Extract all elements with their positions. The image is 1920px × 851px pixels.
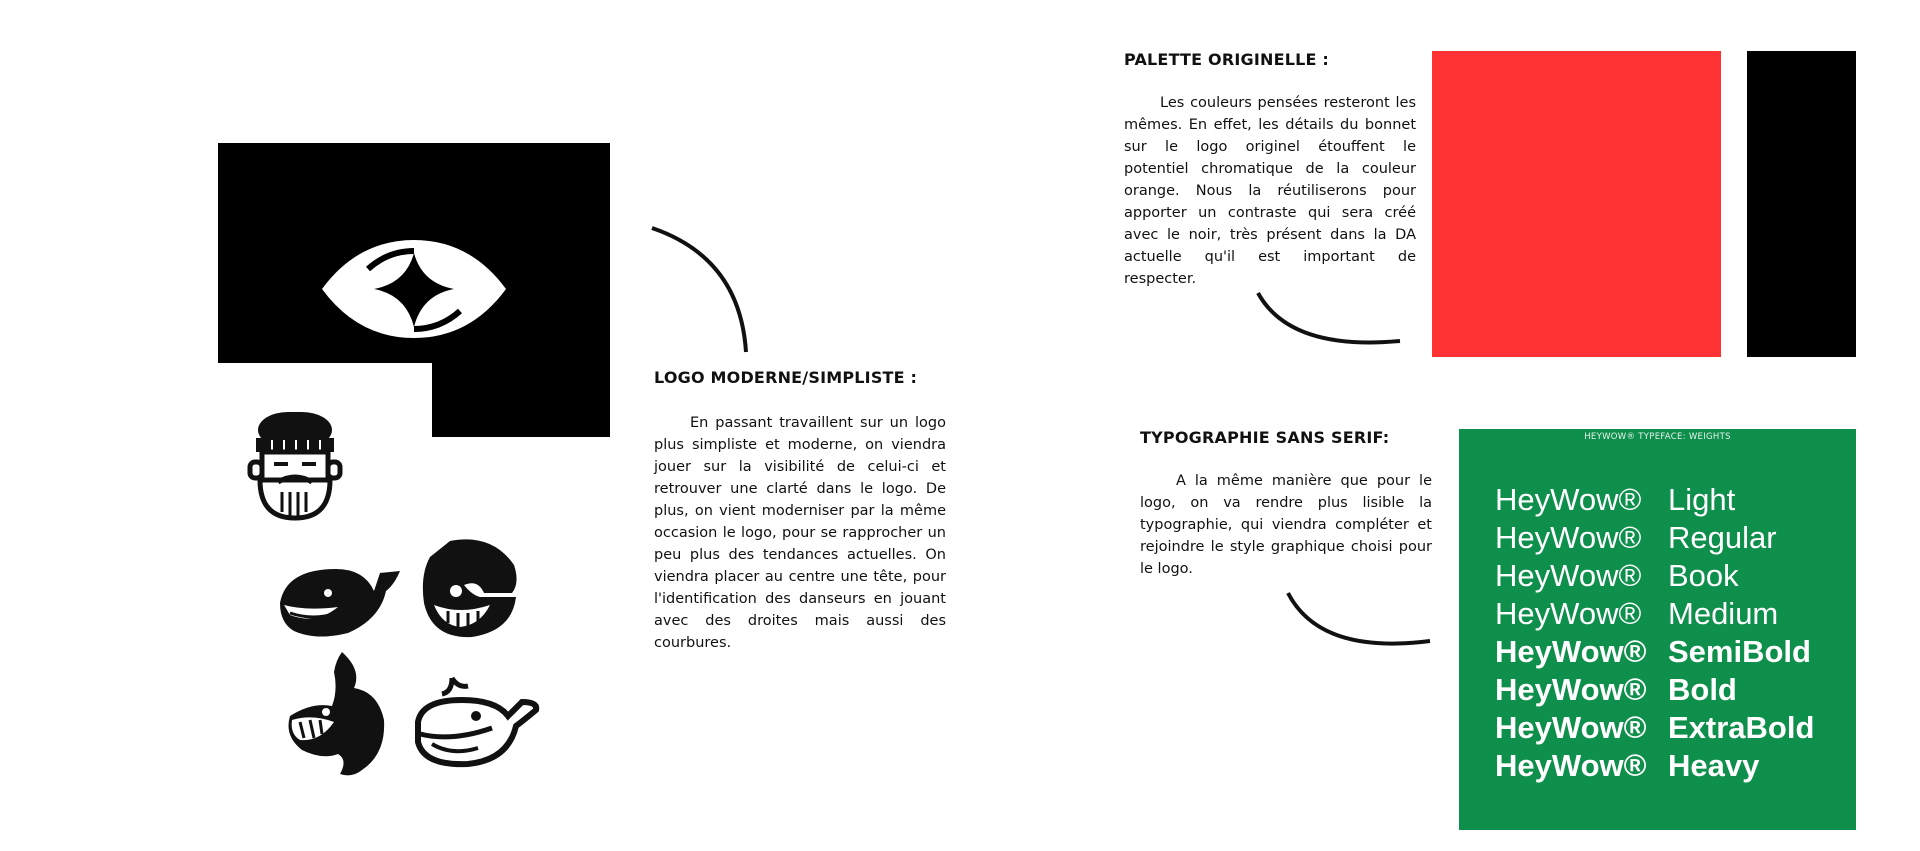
weight-brand: HeyWow® xyxy=(1495,482,1642,517)
curve-line-typo xyxy=(1280,585,1440,665)
whale-jumping-icon xyxy=(282,650,392,778)
whale-spout-icon xyxy=(412,672,540,772)
weight-name: SemiBold xyxy=(1668,634,1811,669)
swatch-red xyxy=(1432,51,1721,357)
weight-brand: HeyWow® xyxy=(1495,710,1647,745)
logo-heading: LOGO MODERNE/SIMPLISTE : xyxy=(654,368,918,387)
typography-body: A la même manière que pour le logo, on va rendre plus lisible la typographie, qui viendra compléter et rejoindre le style graphique choisi pour le logo. xyxy=(1140,473,1432,577)
weight-name: Bold xyxy=(1668,672,1737,707)
curve-line-logo xyxy=(640,220,760,360)
weight-name: Light xyxy=(1668,482,1736,517)
eye-logo-icon xyxy=(218,143,610,437)
whale-striped-icon xyxy=(276,563,402,641)
weight-brand: HeyWow® xyxy=(1495,596,1642,631)
curve-line-palette xyxy=(1250,285,1410,365)
weight-brand: HeyWow® xyxy=(1495,558,1642,593)
bearded-sailor-icon xyxy=(246,410,346,522)
weight-name: Regular xyxy=(1668,520,1777,555)
typeface-caption: HEYWOW® TYPEFACE: WEIGHTS xyxy=(1584,432,1731,442)
logo-body: En passant travaillent sur un logo plus simpliste et moderne, on viendra jouer sur la visibilité de celui-ci et retrouver une clarté dans le logo. De plus, on vient moderniser par la même occasion le logo, pour se rapprocher un peu plus des tendances actuelles. On viendra placer au centre une tête, pour l'identification des danseurs en jouant avec des droites mais aussi des courbures. xyxy=(654,415,946,651)
weight-brand: HeyWow® xyxy=(1495,748,1647,783)
typeface-card xyxy=(1459,429,1856,830)
weight-name: Medium xyxy=(1668,596,1779,631)
palette-body: Les couleurs pensées resteront les mêmes. En effet, les détails du bonnet sur le logo originel étouffent le potentiel chromatique de la couleur orange. Nous la réutiliserons pour apporter un contraste qui sera créé avec le noir, très présent dans la DA actuelle qu'il est important de respecter. xyxy=(1124,95,1416,287)
weight-name: Book xyxy=(1668,558,1739,593)
swatch-black xyxy=(1747,51,1856,357)
whale-round-icon xyxy=(420,535,520,639)
palette-heading: PALETTE ORIGINELLE : xyxy=(1124,50,1330,69)
weight-name: ExtraBold xyxy=(1668,710,1815,745)
typography-heading: TYPOGRAPHIE SANS SERIF: xyxy=(1140,428,1390,447)
weight-brand: HeyWow® xyxy=(1495,672,1647,707)
weight-name: Heavy xyxy=(1668,748,1760,783)
weight-brand: HeyWow® xyxy=(1495,520,1642,555)
weight-brand: HeyWow® xyxy=(1495,634,1647,669)
